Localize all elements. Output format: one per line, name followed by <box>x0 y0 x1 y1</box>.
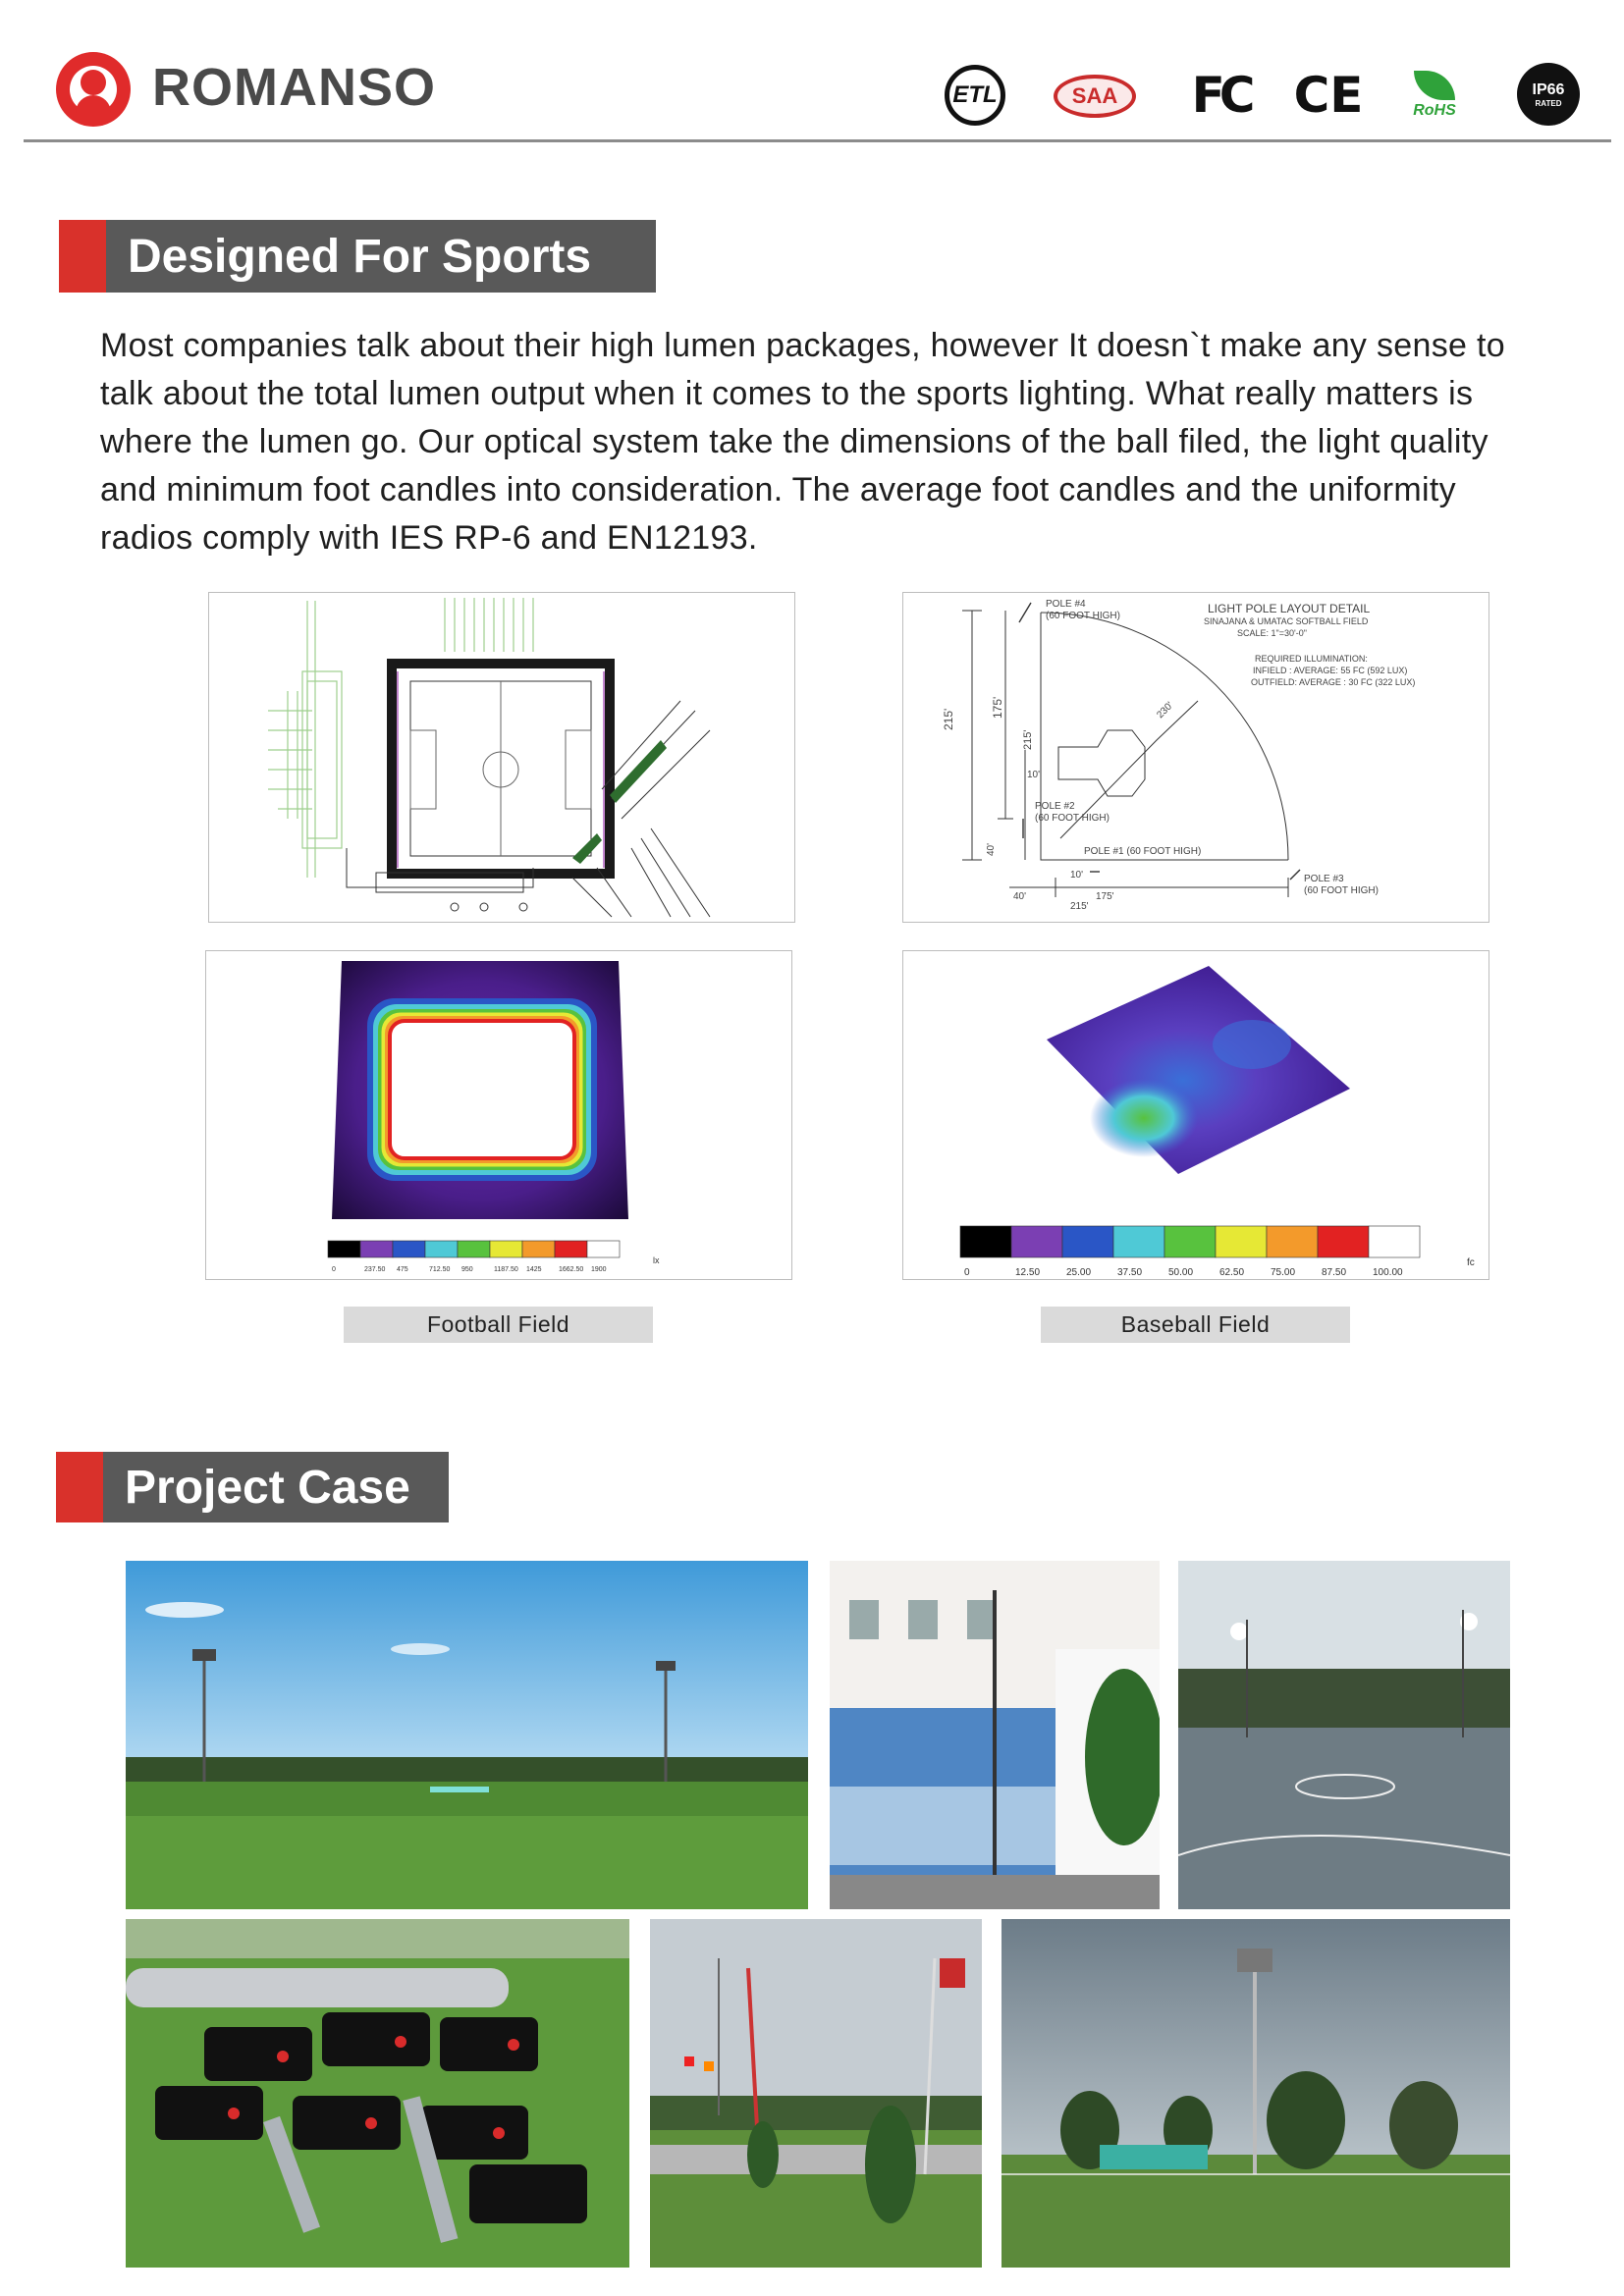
project-photo-building-pole <box>830 1561 1160 1909</box>
legend-swatch <box>1011 1226 1062 1257</box>
baseball-plan-drawing <box>903 593 1489 922</box>
pole2-label: POLE #2 <box>1035 801 1075 812</box>
legend-tick-label: 1662.50 <box>559 1266 584 1273</box>
project-photo-basketball-court <box>1178 1561 1510 1909</box>
legend-swatch <box>1216 1226 1267 1257</box>
legend-tick-label: 0 <box>332 1266 336 1273</box>
legend-tick-label: 712.50 <box>429 1266 451 1273</box>
legend-tick-label: 1900 <box>591 1266 607 1273</box>
legend-tick-label: 1187.50 <box>494 1266 518 1273</box>
dim-230-diagonal: 230' <box>1155 700 1176 721</box>
section-title-sports: Designed For Sports <box>106 220 656 293</box>
legend-swatch <box>1062 1226 1113 1257</box>
legend-tick-label: 50.00 <box>1168 1267 1194 1278</box>
legend-swatch <box>1164 1226 1216 1257</box>
project-photo-floodlight-fixtures <box>126 1919 629 2268</box>
football-layout-plan <box>208 592 795 923</box>
saa-certification-icon: SAA <box>1054 75 1136 118</box>
legend-swatch <box>587 1241 620 1257</box>
header-divider <box>24 139 1611 142</box>
dim-175-vertical: 175' <box>991 696 1004 719</box>
baseball-legend <box>960 1226 1420 1278</box>
legend-swatch <box>960 1226 1011 1257</box>
pole3-height: (60 FOOT HIGH) <box>1304 885 1379 896</box>
pole2-height: (60 FOOT HIGH) <box>1035 813 1110 824</box>
dim-40-vertical: 40' <box>986 842 997 856</box>
required-illumination-label: REQUIRED ILLUMINATION: <box>1255 654 1368 664</box>
baseball-layout-subtitle: SINAJANA & UMATAC SOFTBALL FIELD <box>1204 616 1369 626</box>
legend-tick-label: 37.50 <box>1117 1267 1143 1278</box>
pole4-label: POLE #4 <box>1046 599 1086 610</box>
project-photo-stadium-light-pole <box>1001 1919 1510 2268</box>
dim-215-vertical: 215' <box>942 708 955 730</box>
legend-swatch <box>458 1241 490 1257</box>
legend-swatch <box>555 1241 587 1257</box>
football-illuminance-map <box>205 950 792 1280</box>
football-plan-drawing <box>209 593 794 922</box>
legend-swatch <box>1318 1226 1369 1257</box>
baseball-legend-unit: fc <box>1467 1257 1475 1268</box>
legend-swatch <box>425 1241 458 1257</box>
section-accent <box>59 220 106 293</box>
football-legend <box>328 1241 620 1273</box>
rohs-certification-icon: RoHS <box>1404 65 1465 126</box>
ip66-certification-icon: IP66 RATED <box>1517 63 1580 126</box>
legend-swatch <box>1113 1226 1164 1257</box>
legend-swatch <box>328 1241 360 1257</box>
football-legend-unit: lx <box>653 1255 660 1265</box>
pole3-label: POLE #3 <box>1304 874 1344 884</box>
legend-tick-label: 950 <box>461 1266 473 1273</box>
dim-10-horizontal: 10' <box>1070 870 1084 881</box>
legend-swatch <box>490 1241 522 1257</box>
baseball-heatmap-drawing <box>903 951 1489 1279</box>
legend-tick-label: 100.00 <box>1373 1267 1403 1278</box>
legend-tick-label: 12.50 <box>1015 1267 1041 1278</box>
dim-40-horizontal: 40' <box>1013 891 1027 902</box>
project-photo-flagpoles <box>650 1919 982 2268</box>
legend-tick-label: 87.50 <box>1322 1267 1347 1278</box>
baseball-layout-title: LIGHT POLE LAYOUT DETAIL <box>1208 602 1371 615</box>
dim-175-horizontal: 175' <box>1096 891 1114 902</box>
ce-certification-icon: CE <box>1293 67 1364 124</box>
legend-tick-label: 475 <box>397 1266 408 1273</box>
legend-tick-label: 1425 <box>526 1266 542 1273</box>
football-heatmap-drawing <box>206 951 791 1279</box>
legend-tick-label: 62.50 <box>1219 1267 1245 1278</box>
project-photo-football-field <box>126 1561 808 1909</box>
etl-certification-icon: ETL <box>945 65 1005 126</box>
caption-football: Football Field <box>344 1307 653 1343</box>
dim-10-vertical: 10' <box>1027 770 1041 780</box>
dim-215-horizontal: 215' <box>1070 901 1089 912</box>
legend-tick-label: 75.00 <box>1271 1267 1296 1278</box>
baseball-layout-plan <box>902 592 1489 923</box>
legend-swatch <box>522 1241 555 1257</box>
baseball-illuminance-map <box>902 950 1489 1280</box>
legend-swatch <box>360 1241 393 1257</box>
caption-baseball: Baseball Field <box>1041 1307 1350 1343</box>
dim-215-inner: 215' <box>1022 729 1034 750</box>
fcc-certification-icon: FC <box>1191 67 1250 124</box>
pole1-label: POLE #1 (60 FOOT HIGH) <box>1084 846 1202 857</box>
outfield-illumination: OUTFIELD: AVERAGE : 30 FC (322 LUX) <box>1251 677 1416 687</box>
legend-tick-label: 25.00 <box>1066 1267 1092 1278</box>
legend-tick-label: 237.50 <box>364 1266 386 1273</box>
legend-tick-label: 0 <box>964 1267 970 1278</box>
legend-swatch <box>393 1241 425 1257</box>
legend-swatch <box>1369 1226 1420 1257</box>
romanso-logo-icon <box>56 52 131 127</box>
sports-description: Most companies talk about their high lumen packages, however It doesn`t make any sense to talk about the total lumen output when it comes to the sports lighting. What really matters is where the lumen go. Our optical system take the dimensions of the ball filed, the light quality and minimum foot candles into consideration. The average foot candles and the uniformity radios comply with IES RP-6 and EN12193. <box>100 327 1505 557</box>
infield-illumination: INFIELD : AVERAGE: 55 FC (592 LUX) <box>1253 666 1408 675</box>
section-title-projects: Project Case <box>103 1452 449 1522</box>
brand-name: ROMANSO <box>152 58 436 117</box>
baseball-layout-scale: SCALE: 1"=30'-0" <box>1237 628 1307 638</box>
pole4-height: (60 FOOT HIGH) <box>1046 611 1120 621</box>
legend-swatch <box>1267 1226 1318 1257</box>
section-accent <box>56 1452 103 1522</box>
